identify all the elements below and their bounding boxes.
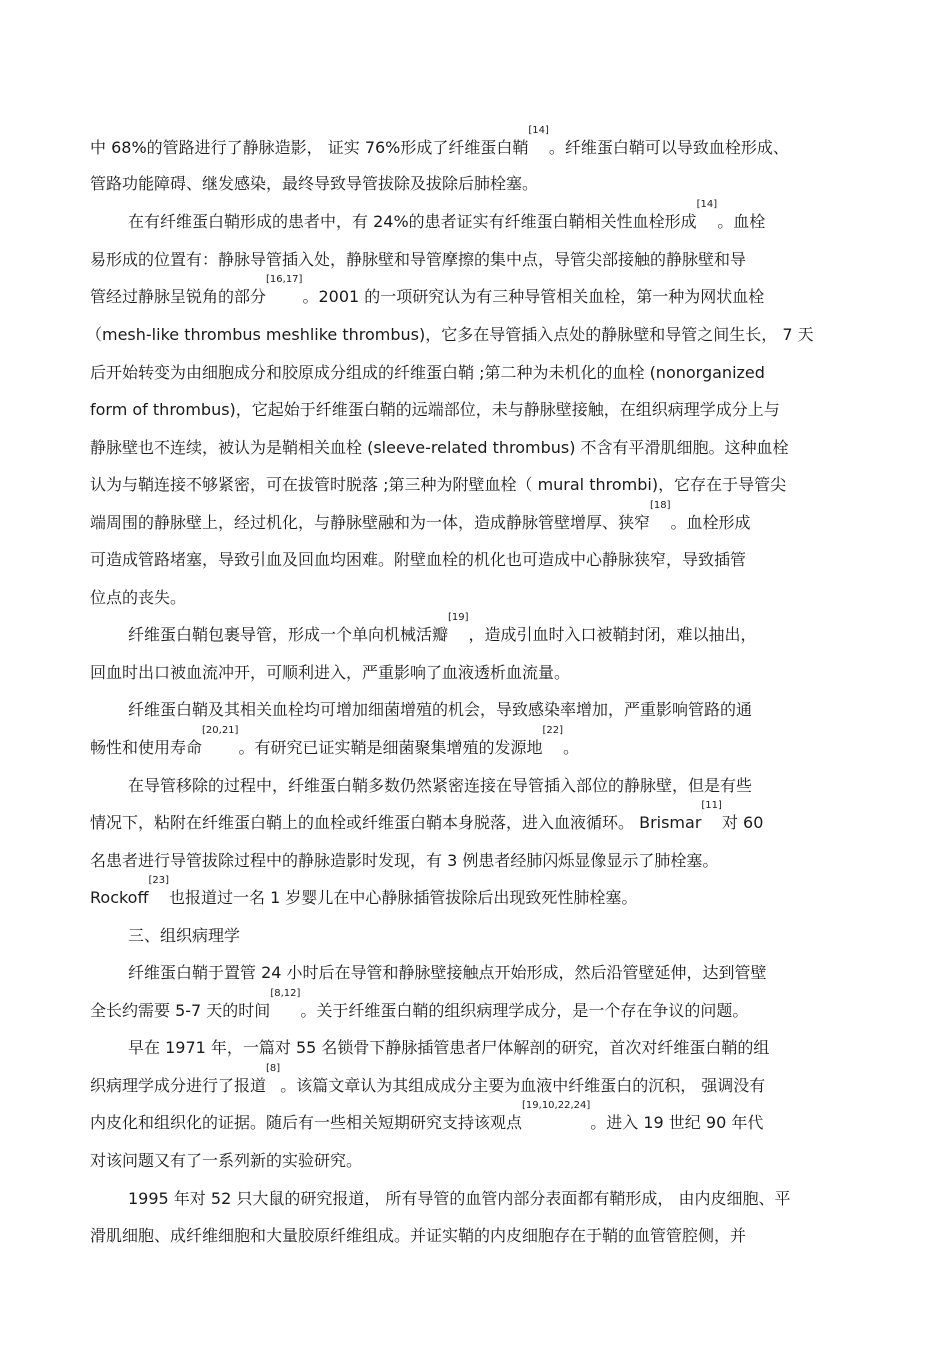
text-line: 静脉壁也不连续，被认为是鞘相关血栓 (sleeve-related thrombus) 不含有平滑肌细胞。这种血栓 <box>90 438 789 457</box>
citation: [11] <box>701 800 722 811</box>
citation: [14] <box>696 199 718 210</box>
citation: [19] <box>448 612 469 623</box>
citation: [18] <box>650 500 671 511</box>
text-line: 名患者进行导管拔除过程中的静脉造影时发现，有 3 例患者经肺闪烁显像显示了肺栓塞。 <box>90 851 719 870</box>
text-line: 1995 年对 52 只大鼠的研究报道， 所有导管的血管内部分表面都有鞘形成， 由内皮细胞、平 <box>128 1189 791 1208</box>
text-line: 在导管移除的过程中，纤维蛋白鞘多数仍然紧密连接在导管插入部位的静脉壁，但是有些 <box>128 776 753 795</box>
citation: [8,12] <box>270 988 301 999</box>
text-line: （mesh-like thrombus meshlike thrombus)，它多在导管插入点处的静脉壁和导管之间生长， 7 天 <box>86 325 814 344</box>
text-line: 端周围的静脉壁上，经过机化，与静脉壁融和为一体，造成静脉管壁增厚、狭窄[18]。血栓形成 <box>90 500 751 532</box>
text-line: 管路功能障碍、继发感染，最终导致导管拔除及拔除后肺栓塞。 <box>90 174 539 193</box>
text-line: 织病理学成分进行了报道[8]。该篇文章认为其组成成分主要为血液中纤维蛋白的沉积， 强调没有 <box>90 1063 766 1095</box>
text-line: 后开始转变为由细胞成分和胶原成分组成的纤维蛋白鞘 ;第二种为未机化的血栓 (nonorganized <box>90 363 765 382</box>
text-line: 滑肌细胞、成纤维细胞和大量胶原纤维组成。并证实鞘的内皮细胞存在于鞘的血管管腔侧，并 <box>90 1226 747 1245</box>
text-line: 位点的丧失。 <box>90 588 187 607</box>
section-heading: 三、组织病理学 <box>128 926 241 945</box>
citation: [19,10,22,24] <box>522 1100 591 1111</box>
text-line: 情况下，粘附在纤维蛋白鞘上的血栓或纤维蛋白鞘本身脱落，进入血液循环。 Brismar[11]对 60 <box>90 800 764 832</box>
text-line: 中 68%的管路进行了静脉造影， 证实 76%形成了纤维蛋白鞘[14]。纤维蛋白鞘可以导致血栓形成、 <box>90 125 789 157</box>
text-line: 内皮化和组织化的证据。随后有一些相关短期研究支持该观点[19,10,22,24]。进入 19 世纪 90 年代 <box>90 1100 764 1132</box>
text-line: 畅性和使用寿命[20,21]。有研究已证实鞘是细菌聚集增殖的发源地[22]。 <box>90 725 580 757</box>
text-line: 管经过静脉呈锐角的部分[16,17]。2001 的一项研究认为有三种导管相关血栓，第一种为网状血栓 <box>90 274 765 306</box>
text-line: 可造成管路堵塞，导致引血及回血均困难。附壁血栓的机化也可造成中心静脉狭窄，导致插管 <box>90 550 747 569</box>
text-line: 全长约需要 5-7 天的时间[8,12]。关于纤维蛋白鞘的组织病理学成分，是一个存在争议的问题。 <box>90 988 749 1020</box>
text-line: 纤维蛋白鞘包裹导管，形成一个单向机械活瓣[19]，造成引血时入口被鞘封闭，难以抽出， <box>128 612 757 644</box>
text-line: 纤维蛋白鞘及其相关血栓均可增加细菌增殖的机会，导致感染率增加，严重影响管路的通 <box>128 700 753 719</box>
text-line: 易形成的位置有：静脉导管插入处，静脉壁和导管摩擦的集中点，导管尖部接触的静脉壁和导 <box>90 250 747 269</box>
text-line: 纤维蛋白鞘于置管 24 小时后在导管和静脉壁接触点开始形成，然后沿管壁延伸，达到管壁 <box>128 963 767 982</box>
citation: [22] <box>542 725 563 736</box>
text-line: 在有纤维蛋白鞘形成的患者中，有 24%的患者证实有纤维蛋白鞘相关性血栓形成[14]。血栓 <box>128 199 766 231</box>
text-line: 对该问题又有了一系列新的实验研究。 <box>90 1151 363 1170</box>
text-line: 早在 1971 年，一篇对 55 名锁骨下静脉插管患者尸体解剖的研究，首次对纤维蛋白鞘的组 <box>128 1038 770 1057</box>
citation: [16,17] <box>266 274 303 285</box>
text-line: Rockoff[23]也报道过一名 1 岁婴儿在中心静脉插管拔除后出现致死性肺栓塞。 <box>90 875 638 907</box>
text-line: form of thrombus)，它起始于纤维蛋白鞘的远端部位，未与静脉壁接触，在组织病理学成分上与 <box>90 400 780 419</box>
citation: [20,21] <box>202 725 239 736</box>
text-line: 回血时出口被血流冲开，可顺利进入，严重影响了血液透析血流量。 <box>90 663 571 682</box>
citation: [14] <box>528 125 549 136</box>
citation: [23] <box>148 875 170 886</box>
citation: [8] <box>266 1063 281 1074</box>
text-line: 认为与鞘连接不够紧密，可在拔管时脱落 ;第三种为附壁血栓（ mural thrombi)，它存在于导管尖 <box>90 475 787 494</box>
